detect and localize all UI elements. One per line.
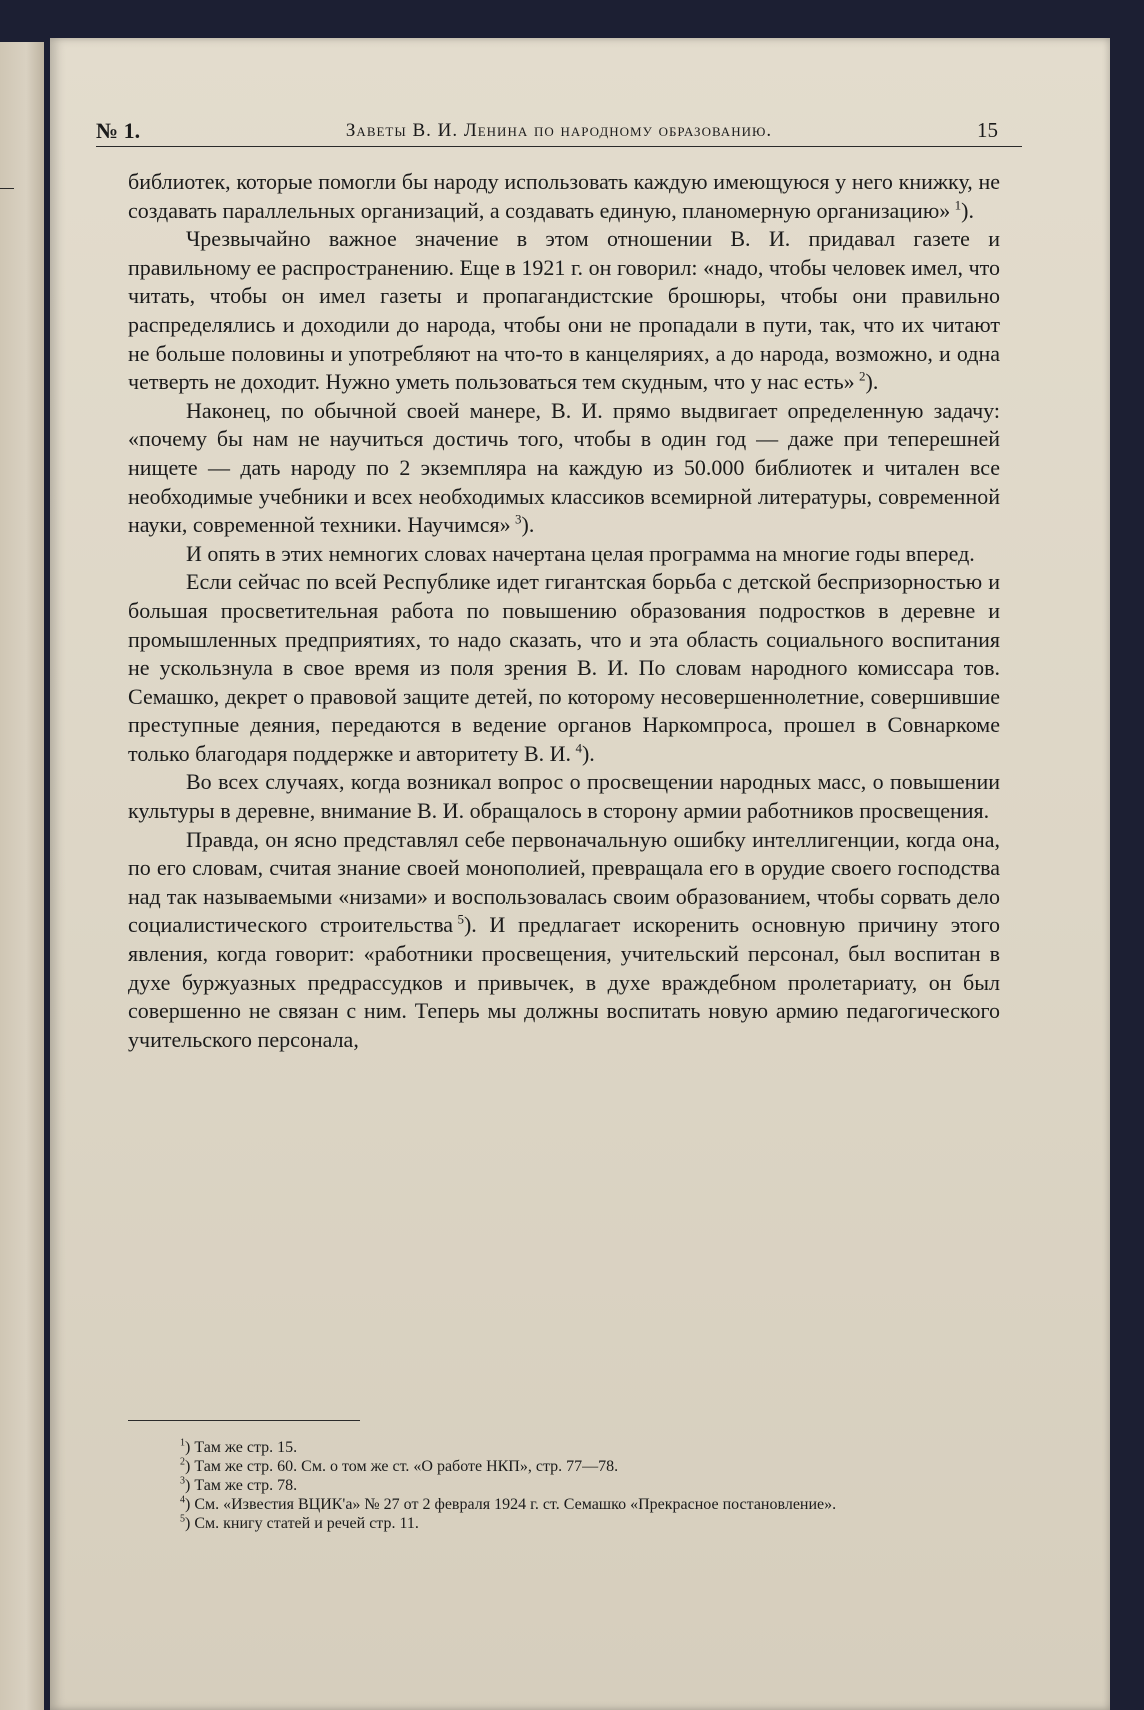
paragraph: [128, 540, 1000, 569]
footnote: $^1$) Там же стр. 15.: [180, 1437, 298, 1456]
paragraph-tail: .: [589, 740, 595, 766]
footnote: $^3$) Там же стр. 78.: [180, 1475, 298, 1494]
footnote-text: Там же стр. 60. См. о том же ст. «О работе НКП», стр. 77—78.: [194, 1458, 619, 1475]
header-rule: [96, 146, 1022, 147]
book-page: [50, 38, 1110, 1710]
footnote-ref: 1: [954, 197, 962, 213]
body-text: [128, 168, 1000, 1054]
paragraph: Наконец, по обычной своей манере, В. И. прямо выдвигает определенную задачу: «почему бы нам не научиться достичь того, чтобы в один год — даже при теперешней нищете — дать народу по 2 экземпляра на каждую из 50.000 библиотек и читален все необходимые учебники и всех необходимых классиков всемирной литературы, современной науки, современной техники. Научимся» $^3$).: [128, 397, 1000, 538]
paragraph: библиотек, которые помогли бы народу использовать каждую имеющуюся у него книжку, не создавать параллельных организаций, а создавать единую, планомерную организацию» $^1$).: [128, 169, 1000, 223]
paragraph-tail: . И предлагает искоренить основную причину этого явления, когда говорит: «работники просвещения, учительский персонал, был воспитан в духе буржуазных предрассудков и привычек, в духе враждебном пролетариату, он был совершенно не связан с ним. Теперь мы должны воспитать новую армию педагогического учительского персонала,: [128, 912, 1001, 1052]
page-number: 15: [977, 118, 998, 142]
footnote-number: 1: [180, 1437, 185, 1449]
footnote-ref: 3: [515, 511, 522, 527]
paragraph-text: Чрезвычайно важное значение в этом отношении В. И. придавал газете и правильному ее распространению. Еще в 1921 г. он говорил: «надо, чтобы человек имел, что читать, чтобы он имел газеты и пропагандистские брошюры, чтобы они правильно распределялись и доходили до народа, чтобы они не пропадали в пути, так, что их читают не больше половины и употребляют на что-то в канцеляриях, а до народа, возможно, и одна четверть не доходит. Нужно уметь пользоваться тем скудным, что у нас есть»: [128, 226, 1000, 395]
footnote-ref: 2: [859, 368, 866, 384]
paragraph-text: библиотек, которые помогли бы народу использовать каждую имеющуюся у него книжку, не создавать параллельных организаций, а создавать единую, планомерную организацию»: [128, 169, 1000, 223]
paragraph-text: Правда, он ясно представлял себе первоначальную ошибку интеллигенции, когда она, по его словам, считая знание своей монополией, превращала его в орудие своего господства над так называемыми «низами» и воспользовалась своим образованием, чтобы сорвать дело социалистического строительства: [128, 826, 1000, 938]
footnote-number: 4: [180, 1494, 185, 1506]
paragraph-text: И опять в этих немногих словах начертана целая программа на многие годы вперед.: [186, 540, 975, 566]
paragraph: [128, 768, 1000, 825]
paragraph-tail: .: [968, 197, 974, 223]
footnote-number: 3: [180, 1475, 185, 1487]
footnote: $^5$) См. книгу статей и речей стр. 11.: [180, 1513, 419, 1532]
paragraph: Если сейчас по всей Республике идет гигантская борьба с детской беспризорностью и большая просветительная работа по повышению образования подростков в деревне и промышленных предприятиях, то надо сказать, что и эта область социального воспитания не ускользнула в свое время из поля зрения В. И. По словам народного комиссара тов. Семашко, декрет о правовой защите детей, по которому несовершеннолетние, совершившие преступные деяния, передаются в ведение органов Наркомпроса, прошел в Совнаркоме только благодаря поддержке и авторитету В. И. $^4$).: [128, 569, 1000, 766]
footnote-ref: 4: [575, 740, 582, 756]
paragraph-text: Наконец, по обычной своей манере, В. И. прямо выдвигает определенную задачу: «почему бы нам не научиться достичь того, чтобы в один год — даже при теперешней нищете — дать народу по 2 экземпляра на каждую из 50.000 библиотек и читален все необходимые учебники и всех необходимых классиков всемирной литературы, современной науки, современной техники. Научимся»: [128, 397, 1000, 538]
footnote-text: Там же стр. 15.: [194, 1439, 298, 1456]
footnote-text: См. «Известия ВЦИК'а» № 27 от 2 февраля 1924 г. ст. Семашко «Прекрасное постановление».: [194, 1496, 837, 1513]
paragraph-tail: .: [872, 369, 879, 395]
footnote-text: Там же стр. 78.: [194, 1477, 298, 1494]
footnote-text: См. книгу статей и речей стр. 11.: [194, 1515, 419, 1532]
paragraph: Правда, он ясно представлял себе первоначальную ошибку интеллигенции, когда она, по его словам, считая знание своей монополией, превращала его в орудие своего господства над так называемыми «низами» и воспользовалась своим образованием, чтобы сорвать дело социалистического строительства $^5$). И предлагает искоренить основную причину этого явления, когда говорит: «работники просвещения, учительский персонал, был воспитан в духе буржуазных предрассудков и привычек, в духе враждебном пролетариату, он был совершенно не связан с ним. Теперь мы должны воспитать новую армию педагогического учительского персонала,: [128, 826, 1001, 1052]
paragraph: Чрезвычайно важное значение в этом отношении В. И. придавал газете и правильному ее распространению. Еще в 1921 г. он говорил: «надо, чтобы человек имел, что читать, чтобы он имел газеты и пропагандистские брошюры, чтобы они правильно распределялись и доходили до народа, чтобы они не пропадали в пути, так, что их читают не больше половины и употребляют на что-то в канцеляриях, а до народа, возможно, и одна четверть не доходит. Нужно уметь пользоваться тем скудным, что у нас есть» $^2$).: [128, 226, 1000, 395]
footnote-number: 5: [180, 1513, 185, 1525]
footnotes: [128, 1438, 1000, 1533]
footnote-rule: [128, 1420, 360, 1421]
issue-number: № 1.: [96, 118, 141, 143]
paragraph-tail: .: [528, 512, 535, 538]
footnote-ref: 5: [457, 912, 464, 928]
previous-page-header-rule: [0, 188, 14, 189]
paragraph-text: Если сейчас по всей Республике идет гигантская борьба с детской беспризорностью и большая просветительная работа по повышению образования подростков в деревне и промышленных предприятиях, то надо сказать, что и эта область социального воспитания не ускользнула в свое время из поля зрения В. И. По словам народного комиссара тов. Семашко, декрет о правовой защите детей, по которому несовершеннолетние, совершившие преступные деяния, передаются в ведение органов Наркомпроса, прошел в Совнаркоме только благодаря поддержке и авторитету В. И.: [128, 569, 1000, 766]
footnote-number: 2: [180, 1456, 185, 1468]
paragraph-text: Во всех случаях, когда возникал вопрос о просвещении народных масс, о повышении культуры в деревне, внимание В. И. обращалось в сторону армии работников просвещения.: [128, 769, 1000, 824]
footnote: $^2$) Там же стр. 60. См. о том же ст. «О работе НКП», стр. 77—78.: [180, 1456, 619, 1475]
footnote: $^4$) См. «Известия ВЦИК'а» № 27 от 2 февраля 1924 г. ст. Семашко «Прекрасное постановление».: [180, 1494, 837, 1513]
previous-page-edge: [0, 42, 44, 1710]
running-title: Заветы В. И. Ленина по народному образованию.: [345, 120, 773, 141]
